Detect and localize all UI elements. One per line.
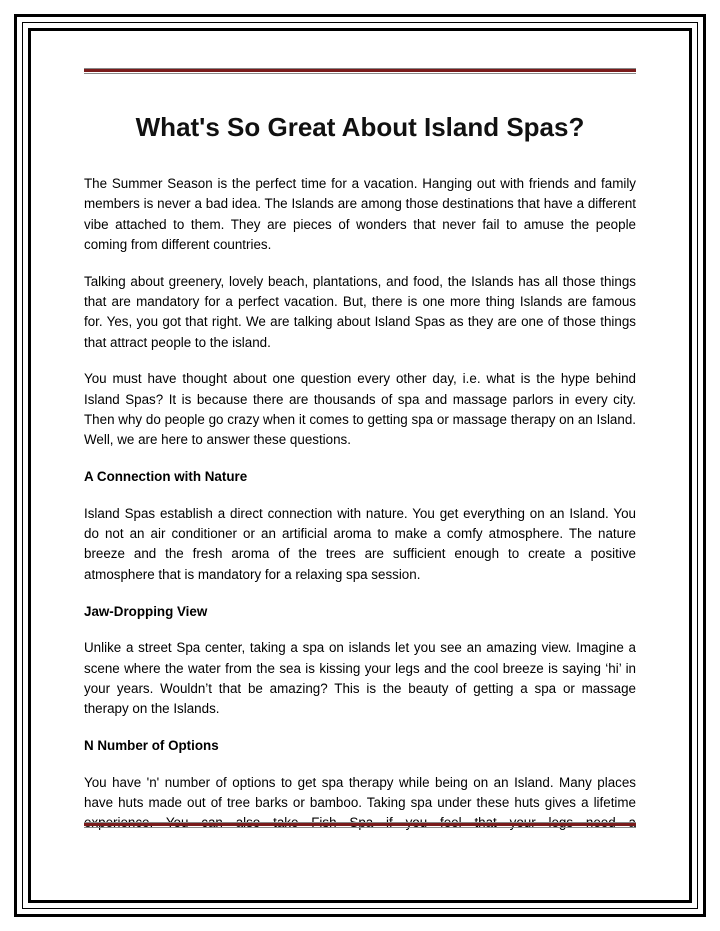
footer-rule — [84, 822, 636, 828]
header-rule — [84, 68, 636, 74]
section-heading-nature: A Connection with Nature — [84, 469, 248, 485]
intro-paragraph-3: You must have thought about one question every other day, i.e. what is the hype behind Island Spas? It is because there are thousands of spa and massage parlors in every city. Then why do people go crazy when it comes to getting spa or massage therapy on an Island. Well, we are here to answer these questions. — [84, 371, 636, 448]
intro-paragraph-2: Talking about greenery, lovely beach, plantations, and food, the Islands has all those things that are mandatory for a perfect vacation. But, there is one more thing Islands are famous for. Yes, you got that right. We are talking about Island Spas as they are one of those things that attract people to the island. — [84, 273, 636, 350]
section-body-nature: Island Spas establish a direct connection with nature. You get everything on an Island. You do not an air conditioner or an artificial aroma to make a comfy atmosphere. The nature breeze and the fresh aroma of the trees are sufficient enough to create a positive atmosphere that is mandatory for a relaxing spa session. — [84, 505, 636, 582]
page-title: What's So Great About Island Spas? — [135, 112, 585, 142]
section-heading-options: N Number of Options — [84, 738, 219, 754]
section-heading-view: Jaw-Dropping View — [84, 603, 208, 619]
section-body-options: You have 'n' number of options to get spa therapy while being on an Island. Many places have huts made out of tree barks or bamboo. Taking spa under these huts gives a lifetime — [84, 774, 636, 811]
intro-paragraph-1: The Summer Season is the perfect time for a vacation. Hanging out with friends and family members is never a bad idea. The Islands are among those destinations that have a different vibe attached to them. They are pieces of wonders that never fail to amuse the people coming from different countries. — [84, 176, 636, 252]
section-body-view: Unlike a street Spa center, taking a spa on islands let you see an amazing view. Imagine a scene where the water from the sea is kissing your legs and the cool breeze is saying ‘hi’ in your years. Wouldn’t that be amazing? This is the beauty of getting a spa or massage therapy on the Islands. — [84, 640, 636, 717]
article-body — [84, 174, 636, 834]
